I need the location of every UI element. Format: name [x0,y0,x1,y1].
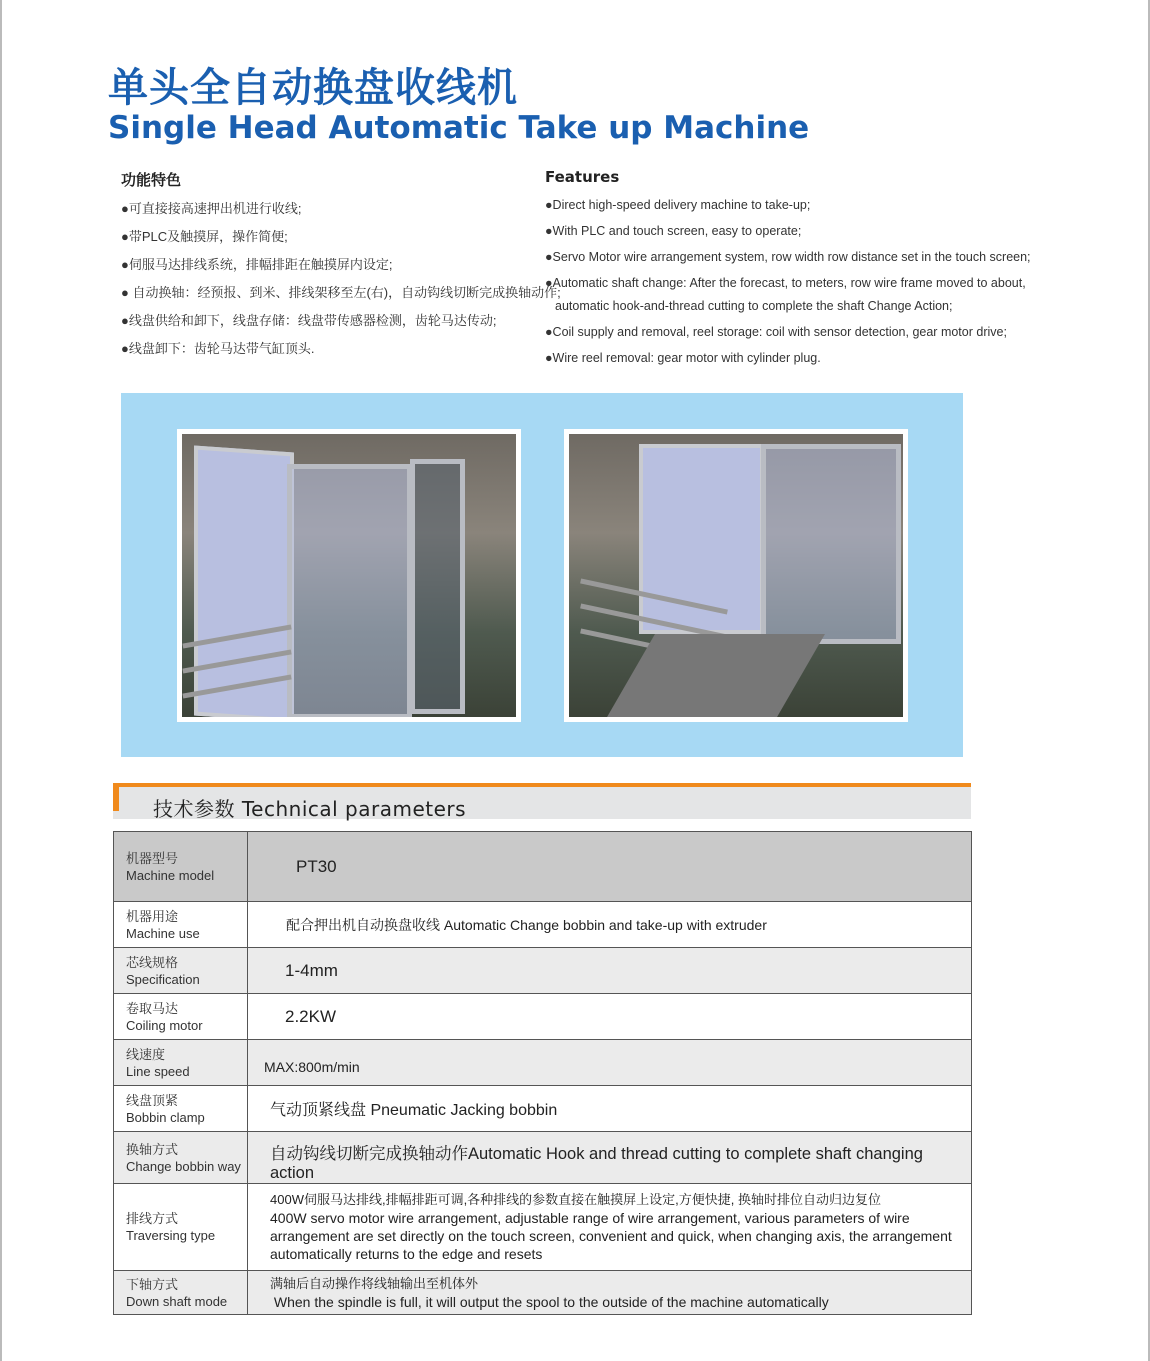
page-edge-left [0,0,2,1361]
title-english: Single Head Automatic Take up Machine [108,110,810,146]
param-value: MAX:800m/min [248,1040,972,1086]
param-value: 2.2KW [248,994,972,1040]
table-row [114,902,972,948]
param-value: PT30 [248,832,972,902]
param-label-en: Traversing type [126,1228,216,1243]
param-label-cn: 排线方式 [126,1211,179,1226]
param-label-cn: 线盘顶紧 [126,1092,179,1108]
param-value: 配合押出机自动换盘收线 Automatic Change bobbin and take-up with extruder [248,902,972,948]
param-label-en: Line speed [126,1063,190,1079]
param-label-cn: 芯线规格 [126,954,179,970]
feature-item: ●可直接接高速押出机进行收线; [121,201,302,216]
param-label-en: Bobbin clamp [126,1109,205,1125]
param-label [114,1184,248,1271]
param-label-en: Change bobbin way [126,1158,241,1174]
param-value [248,1271,972,1315]
param-label [114,1040,248,1086]
table-row [114,948,972,994]
feature-item: ●Automatic shaft change: After the forecast, to meters, row wire frame moved to about, [545,276,1026,290]
feature-item: ●Servo Motor wire arrangement system, row width row distance set in the touch screen; [545,250,1031,264]
table-row [114,832,972,902]
param-value: 1-4mm [248,948,972,994]
feature-item: ●线盘卸下：齿轮马达带气缸顶头. [121,341,315,356]
param-value [248,1184,972,1271]
param-label [114,832,248,902]
param-label-en: Machine use [126,925,200,941]
features-chinese [121,169,561,368]
feature-item: ●带PLC及触摸屏，操作简便; [121,229,288,244]
param-label-cn: 下轴方式 [126,1276,179,1292]
param-label [114,902,248,948]
param-label [114,948,248,994]
param-value-en: 400W servo motor wire arrangement, adjustable range of wire arrangement, various parameters of wire arrangement are set directly on the touch screen, convenient and quick, when changing axis, the arrangement automatically returns to the edge and resets [270,1210,952,1262]
param-label [114,994,248,1040]
param-value-en: When the spindle is full, it will output the spool to the outside of the machine automatically [270,1293,829,1310]
param-label-cn: 换轴方式 [126,1141,179,1157]
table-row [114,1086,972,1132]
feature-item: ●With PLC and touch screen, easy to operate; [545,224,802,238]
param-value-cn: 400W伺服马达排线,排幅排距可调,各种排线的参数直接在触摸屏上设定,方便快捷, 换轴时排位自动归边复位 [270,1192,882,1207]
param-label [114,1132,248,1184]
table-row [114,1040,972,1086]
param-value: 自动钩线切断完成换轴动作Automatic Hook and thread cutting to complete shaft changing action [248,1132,972,1184]
param-value: 气动顶紧线盘 Pneumatic Jacking bobbin [248,1086,972,1132]
param-label-cn: 机器用途 [126,908,179,924]
param-label [114,1271,248,1315]
param-label-cn: 线速度 [126,1046,166,1062]
feature-item: ● 自动换轴：经预报、到米、排线架移至左(右)，自动钩线切断完成换轴动作; [121,285,561,300]
param-label-en: Specification [126,971,200,987]
feature-item: ●线盘供给和卸下，线盘存储：线盘带传感器检测，齿轮马达传动; [121,313,497,328]
machine-photo-right [564,429,908,722]
table-row [114,1184,972,1271]
param-label-cn: 机器型号 [126,850,179,866]
table-row [114,994,972,1040]
feature-item: ●Coil supply and removal, reel storage: coil with sensor detection, gear motor drive; [545,325,1007,339]
parameters-table [113,831,972,1315]
feature-item: ●Wire reel removal: gear motor with cylinder plug. [545,351,821,365]
table-row [114,1132,972,1184]
param-label-en: Coiling motor [126,1017,203,1033]
table-row [114,1271,972,1315]
features-english [545,168,1031,375]
title-chinese: 单头全自动换盘收线机 [108,65,518,111]
feature-item: ●Direct high-speed delivery machine to take-up; [545,198,811,212]
photo-panel [121,393,963,757]
param-value-cn: 满轴后自动操作将线轴输出至机体外 [270,1275,479,1291]
section-title: 技术参数 Technical parameters [153,797,467,821]
machine-photo-left [177,429,521,722]
param-label-en: Down shaft mode [126,1293,228,1309]
param-label [114,1086,248,1132]
feature-item: ●伺服马达排线系统，排幅排距在触摸屏内设定; [121,257,393,272]
feature-item-continuation: automatic hook-and-thread cutting to complete the shaft Change Action; [555,299,953,313]
technical-parameters-header [113,783,971,819]
param-label-en: Machine model [126,867,215,883]
features-english-heading: Features [545,168,620,186]
param-label-cn: 卷取马达 [126,1000,179,1016]
features-chinese-heading: 功能特色 [121,171,182,189]
